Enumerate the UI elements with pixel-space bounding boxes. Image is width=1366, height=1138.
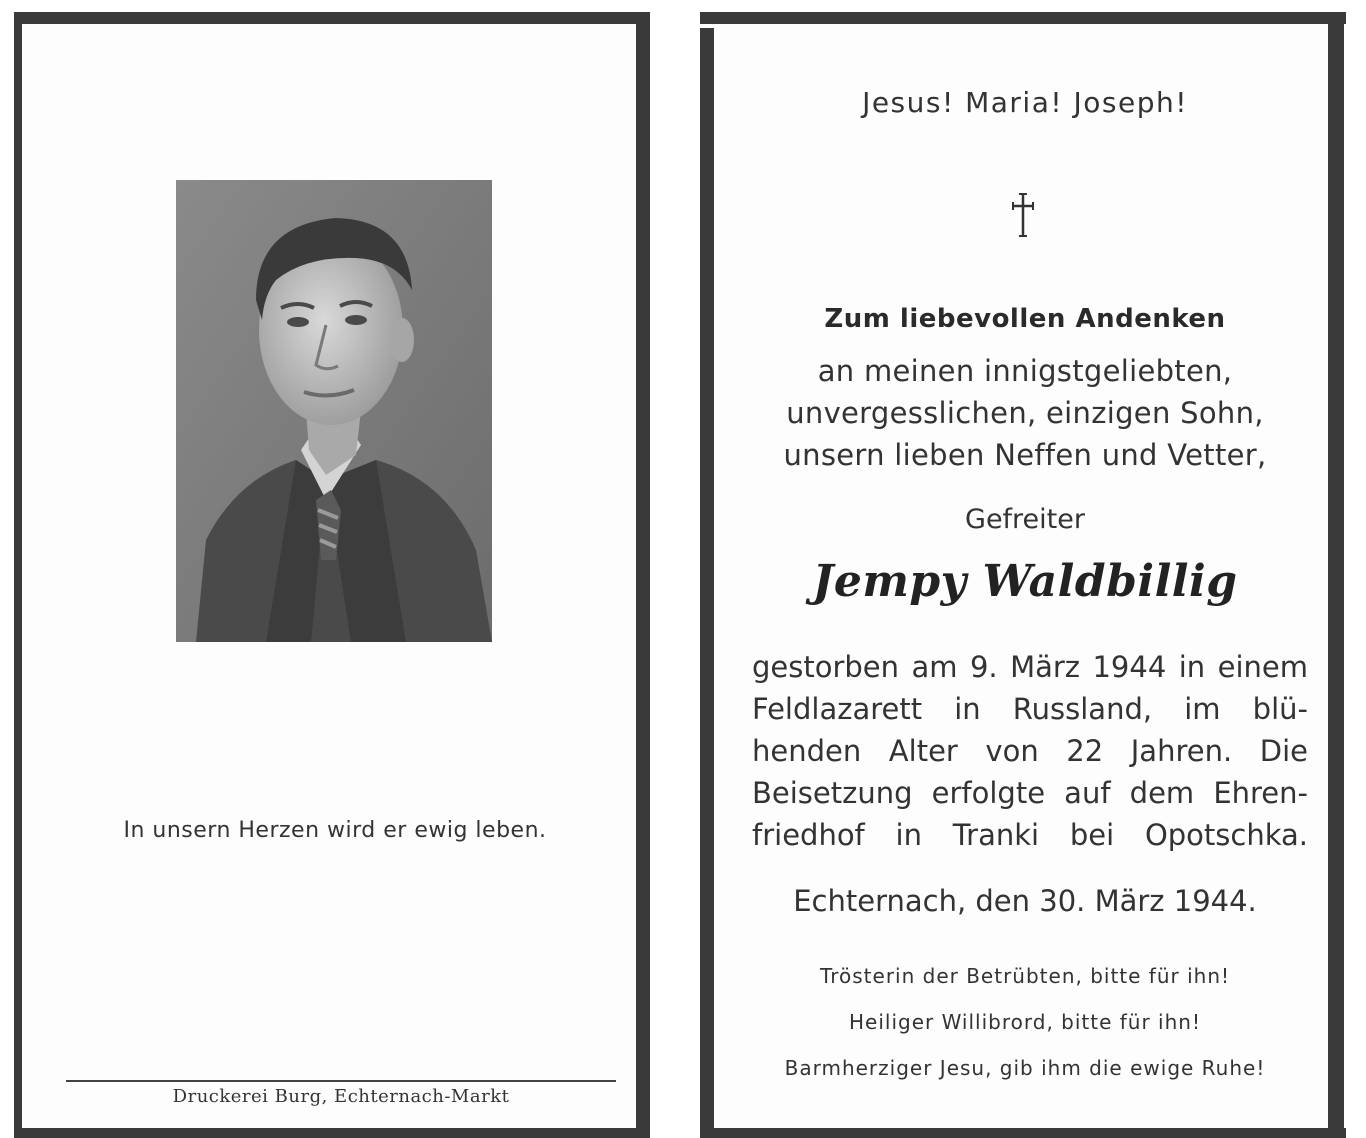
left-card-border-bottom bbox=[14, 1128, 650, 1138]
place-and-date: Echternach, den 30. März 1944. bbox=[793, 884, 1257, 918]
portrait-illustration bbox=[176, 180, 492, 642]
military-rank: Gefreiter bbox=[965, 504, 1085, 535]
dedication-line: unsern lieben Neffen und Vetter, bbox=[783, 438, 1267, 472]
memorial-heading: Zum liebevollen Andenken bbox=[824, 304, 1226, 334]
biography-line: Beisetzung erfolgte auf dem Ehren- bbox=[752, 776, 1308, 810]
biography-line: friedhof in Tranki bei Opotschka. bbox=[752, 818, 1308, 852]
memorial-motto: In unsern Herzen wird er ewig leben. bbox=[123, 818, 547, 843]
portrait-photo bbox=[176, 180, 492, 642]
right-card-border-top bbox=[700, 12, 1346, 24]
dedication-line: an meinen innigstgeliebten, bbox=[817, 354, 1233, 388]
dedication-line: unvergesslichen, einzigen Sohn, bbox=[786, 396, 1264, 430]
biography-line: Feldlazarett in Russland, im blü- bbox=[752, 692, 1308, 726]
right-card-border-bottom bbox=[700, 1128, 1346, 1138]
cross-icon bbox=[1008, 192, 1038, 238]
deceased-name: Jempy Waldbillig bbox=[812, 556, 1238, 607]
left-card-border-top bbox=[14, 12, 650, 24]
printer-credit: Druckerei Burg, Echternach-Markt bbox=[172, 1086, 510, 1107]
biography-line: gestorben am 9. März 1944 in einem bbox=[752, 650, 1308, 684]
biography-line: henden Alter von 22 Jahren. Die bbox=[752, 734, 1308, 768]
left-card-border-right bbox=[636, 12, 650, 1136]
prayer-line: Heiliger Willibrord, bitte für ihn! bbox=[849, 1010, 1201, 1034]
right-card-border-right bbox=[1328, 12, 1344, 1136]
right-card-border-left bbox=[700, 28, 714, 1136]
prayer-line: Barmherziger Jesu, gib ihm die ewige Ruhe! bbox=[784, 1056, 1266, 1080]
prayer-line: Trösterin der Betrübten, bitte für ihn! bbox=[819, 964, 1231, 988]
invocation: Jesus! Maria! Joseph! bbox=[862, 86, 1188, 119]
printer-divider bbox=[66, 1080, 616, 1082]
left-card-border-left bbox=[14, 12, 22, 1136]
